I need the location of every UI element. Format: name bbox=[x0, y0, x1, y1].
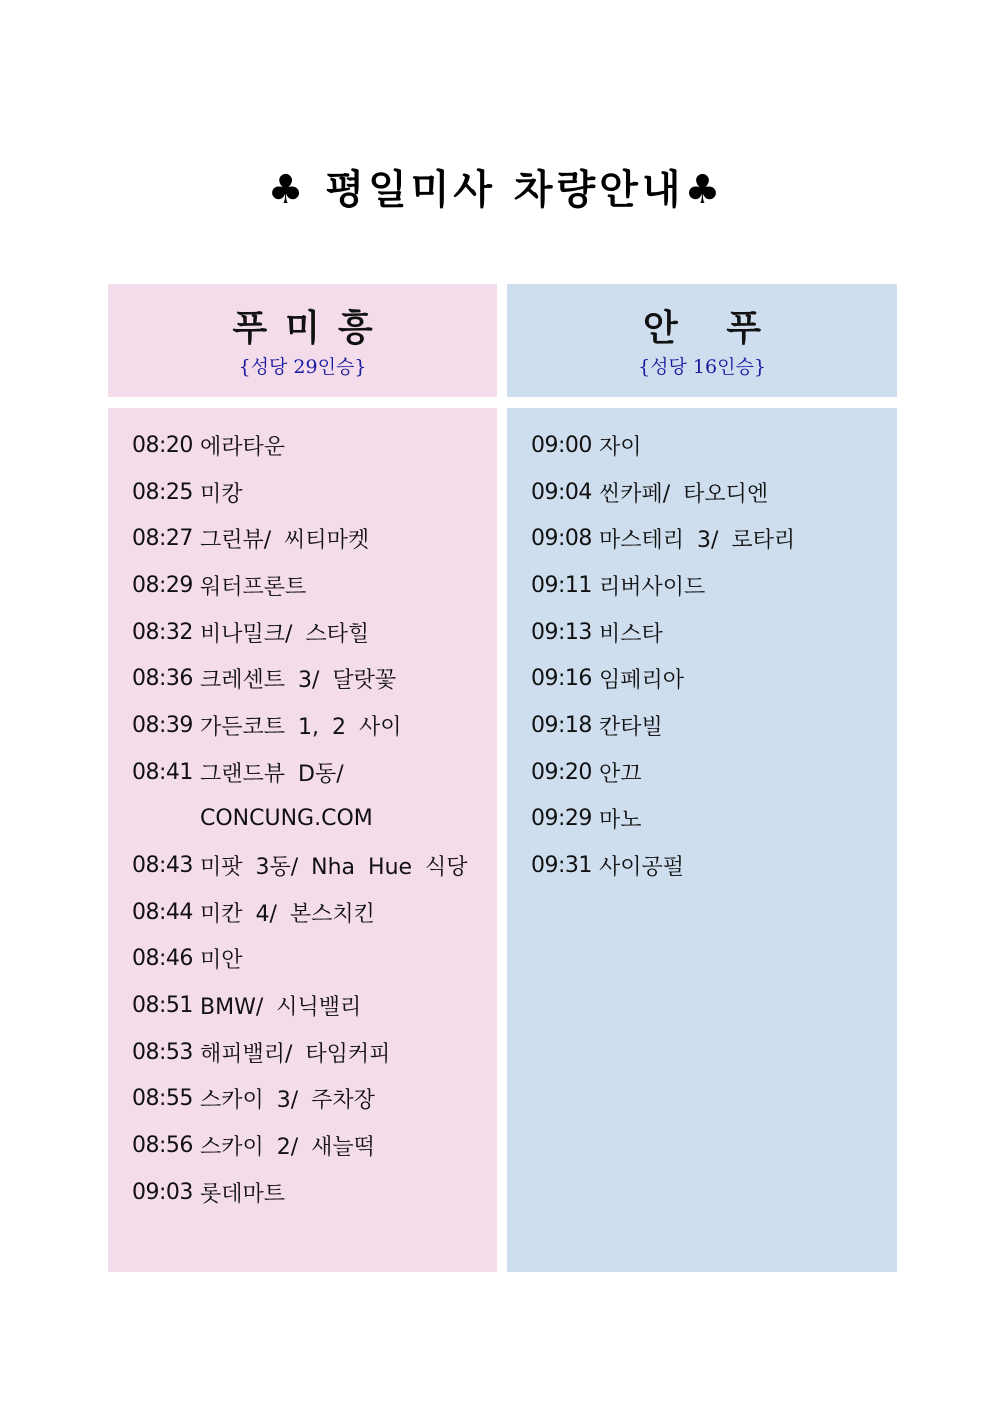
departure-time: 08:32 bbox=[132, 619, 193, 645]
departure-time: 09:31 bbox=[531, 853, 592, 879]
pickup-location: 스카이 2/ 새늘떡 bbox=[200, 1135, 375, 1161]
right-schedule-row bbox=[507, 515, 897, 562]
departure-time: 08:36 bbox=[132, 666, 193, 692]
departure-time: 09:03 bbox=[132, 1179, 193, 1205]
left-schedule-row bbox=[108, 1076, 497, 1123]
pickup-location: 워터프론트 bbox=[200, 574, 307, 600]
departure-time: 09:08 bbox=[531, 526, 592, 552]
left-route-name: 푸미흥 bbox=[232, 307, 391, 349]
departure-time: 08:39 bbox=[132, 712, 193, 738]
right-route-name: 안 푸 bbox=[642, 307, 780, 349]
left-schedule-row bbox=[108, 1169, 497, 1216]
right-schedule-row bbox=[507, 609, 897, 656]
pickup-location: 리버사이드 bbox=[599, 574, 706, 600]
pickup-location: 그린뷰/ 씨티마켓 bbox=[200, 528, 370, 554]
left-schedule-row bbox=[108, 982, 497, 1029]
departure-time: 08:20 bbox=[132, 432, 193, 458]
left-schedule-row bbox=[108, 515, 497, 562]
left-schedule-row bbox=[108, 749, 497, 796]
departure-time: 09:00 bbox=[531, 432, 592, 458]
departure-time: 09:13 bbox=[531, 619, 592, 645]
pickup-location: 미칸 4/ 본스치킨 bbox=[200, 901, 375, 927]
pickup-location: 임페리아 bbox=[599, 668, 685, 694]
pickup-location: 미팟 3동/ Nha Hue 식당 bbox=[200, 855, 468, 881]
departure-time: 08:29 bbox=[132, 572, 193, 598]
left-schedule-row bbox=[108, 655, 497, 702]
pickup-location: 비나밀크/ 스타힐 bbox=[200, 621, 370, 647]
left-schedule-row bbox=[108, 562, 497, 609]
departure-time: 09:04 bbox=[531, 479, 592, 505]
pickup-location: 비스타 bbox=[599, 621, 663, 647]
pickup-location: 마노 bbox=[599, 808, 642, 834]
departure-time: 08:43 bbox=[132, 853, 193, 879]
left-schedule-row bbox=[108, 889, 497, 936]
left-schedule-row bbox=[108, 936, 497, 983]
left-schedule-row bbox=[108, 469, 497, 516]
right-schedule-row bbox=[507, 469, 897, 516]
departure-time: 09:20 bbox=[531, 759, 592, 785]
right-schedule-row bbox=[507, 842, 897, 889]
right-schedule-row bbox=[507, 562, 897, 609]
left-schedule-row bbox=[108, 796, 497, 843]
right-route-capacity: {성당 16인승} bbox=[638, 356, 766, 378]
pickup-location: 크레센트 3/ 달랏꽃 bbox=[200, 668, 397, 694]
right-schedule-row bbox=[507, 655, 897, 702]
pickup-location: 가든코트 1, 2 사이 bbox=[200, 714, 402, 740]
pickup-location: CONCUNG.COM bbox=[200, 806, 373, 832]
left-schedule-list bbox=[108, 422, 497, 1216]
departure-time: 08:51 bbox=[132, 993, 193, 1019]
pickup-location: BMW/ 시닉밸리 bbox=[200, 995, 362, 1021]
right-schedule-row bbox=[507, 749, 897, 796]
pickup-location: 스카이 3/ 주차장 bbox=[200, 1088, 375, 1114]
pickup-location: 사이공펄 bbox=[599, 855, 685, 881]
pickup-location: 미캉 bbox=[200, 481, 243, 507]
pickup-location: 미안 bbox=[200, 948, 243, 974]
pickup-location: 자이 bbox=[599, 434, 642, 460]
departure-time: 09:11 bbox=[531, 572, 592, 598]
departure-time: 08:46 bbox=[132, 946, 193, 972]
left-route-capacity: {성당 29인승} bbox=[238, 356, 367, 378]
pickup-location: 씬카페/ 타오디엔 bbox=[599, 481, 769, 507]
page-title: ♣ 평일미사 차량안내♣ bbox=[267, 166, 725, 213]
pickup-location: 그랜드뷰 D동/ bbox=[200, 761, 344, 787]
right-schedule-list bbox=[507, 422, 897, 889]
pickup-location: 안끄 bbox=[599, 761, 642, 787]
left-schedule-row bbox=[108, 1122, 497, 1169]
departure-time: 08:44 bbox=[132, 899, 193, 925]
left-schedule-row bbox=[108, 422, 497, 469]
right-schedule-panel bbox=[507, 408, 897, 1272]
right-schedule-row bbox=[507, 702, 897, 749]
left-schedule-panel bbox=[108, 408, 497, 1272]
left-route-header bbox=[108, 284, 497, 397]
departure-time: 08:27 bbox=[132, 526, 193, 552]
left-schedule-row bbox=[108, 702, 497, 749]
pickup-location: 롯데마트 bbox=[200, 1181, 286, 1207]
left-schedule-row bbox=[108, 842, 497, 889]
right-schedule-row bbox=[507, 422, 897, 469]
departure-time: 09:16 bbox=[531, 666, 592, 692]
pickup-location: 칸타빌 bbox=[599, 714, 663, 740]
departure-time: 09:29 bbox=[531, 806, 592, 832]
left-schedule-row bbox=[108, 1029, 497, 1076]
right-schedule-row bbox=[507, 796, 897, 843]
departure-time: 08:56 bbox=[132, 1133, 193, 1159]
departure-time: 08:53 bbox=[132, 1039, 193, 1065]
left-schedule-row bbox=[108, 609, 497, 656]
departure-time: 08:41 bbox=[132, 759, 193, 785]
pickup-location: 해피밸리/ 타임커피 bbox=[200, 1041, 391, 1067]
pickup-location: 에라타운 bbox=[200, 434, 286, 460]
pickup-location: 마스테리 3/ 로타리 bbox=[599, 528, 796, 554]
departure-time: 08:25 bbox=[132, 479, 193, 505]
departure-time: 08:55 bbox=[132, 1086, 193, 1112]
departure-time: 09:18 bbox=[531, 712, 592, 738]
right-route-header bbox=[507, 284, 897, 397]
